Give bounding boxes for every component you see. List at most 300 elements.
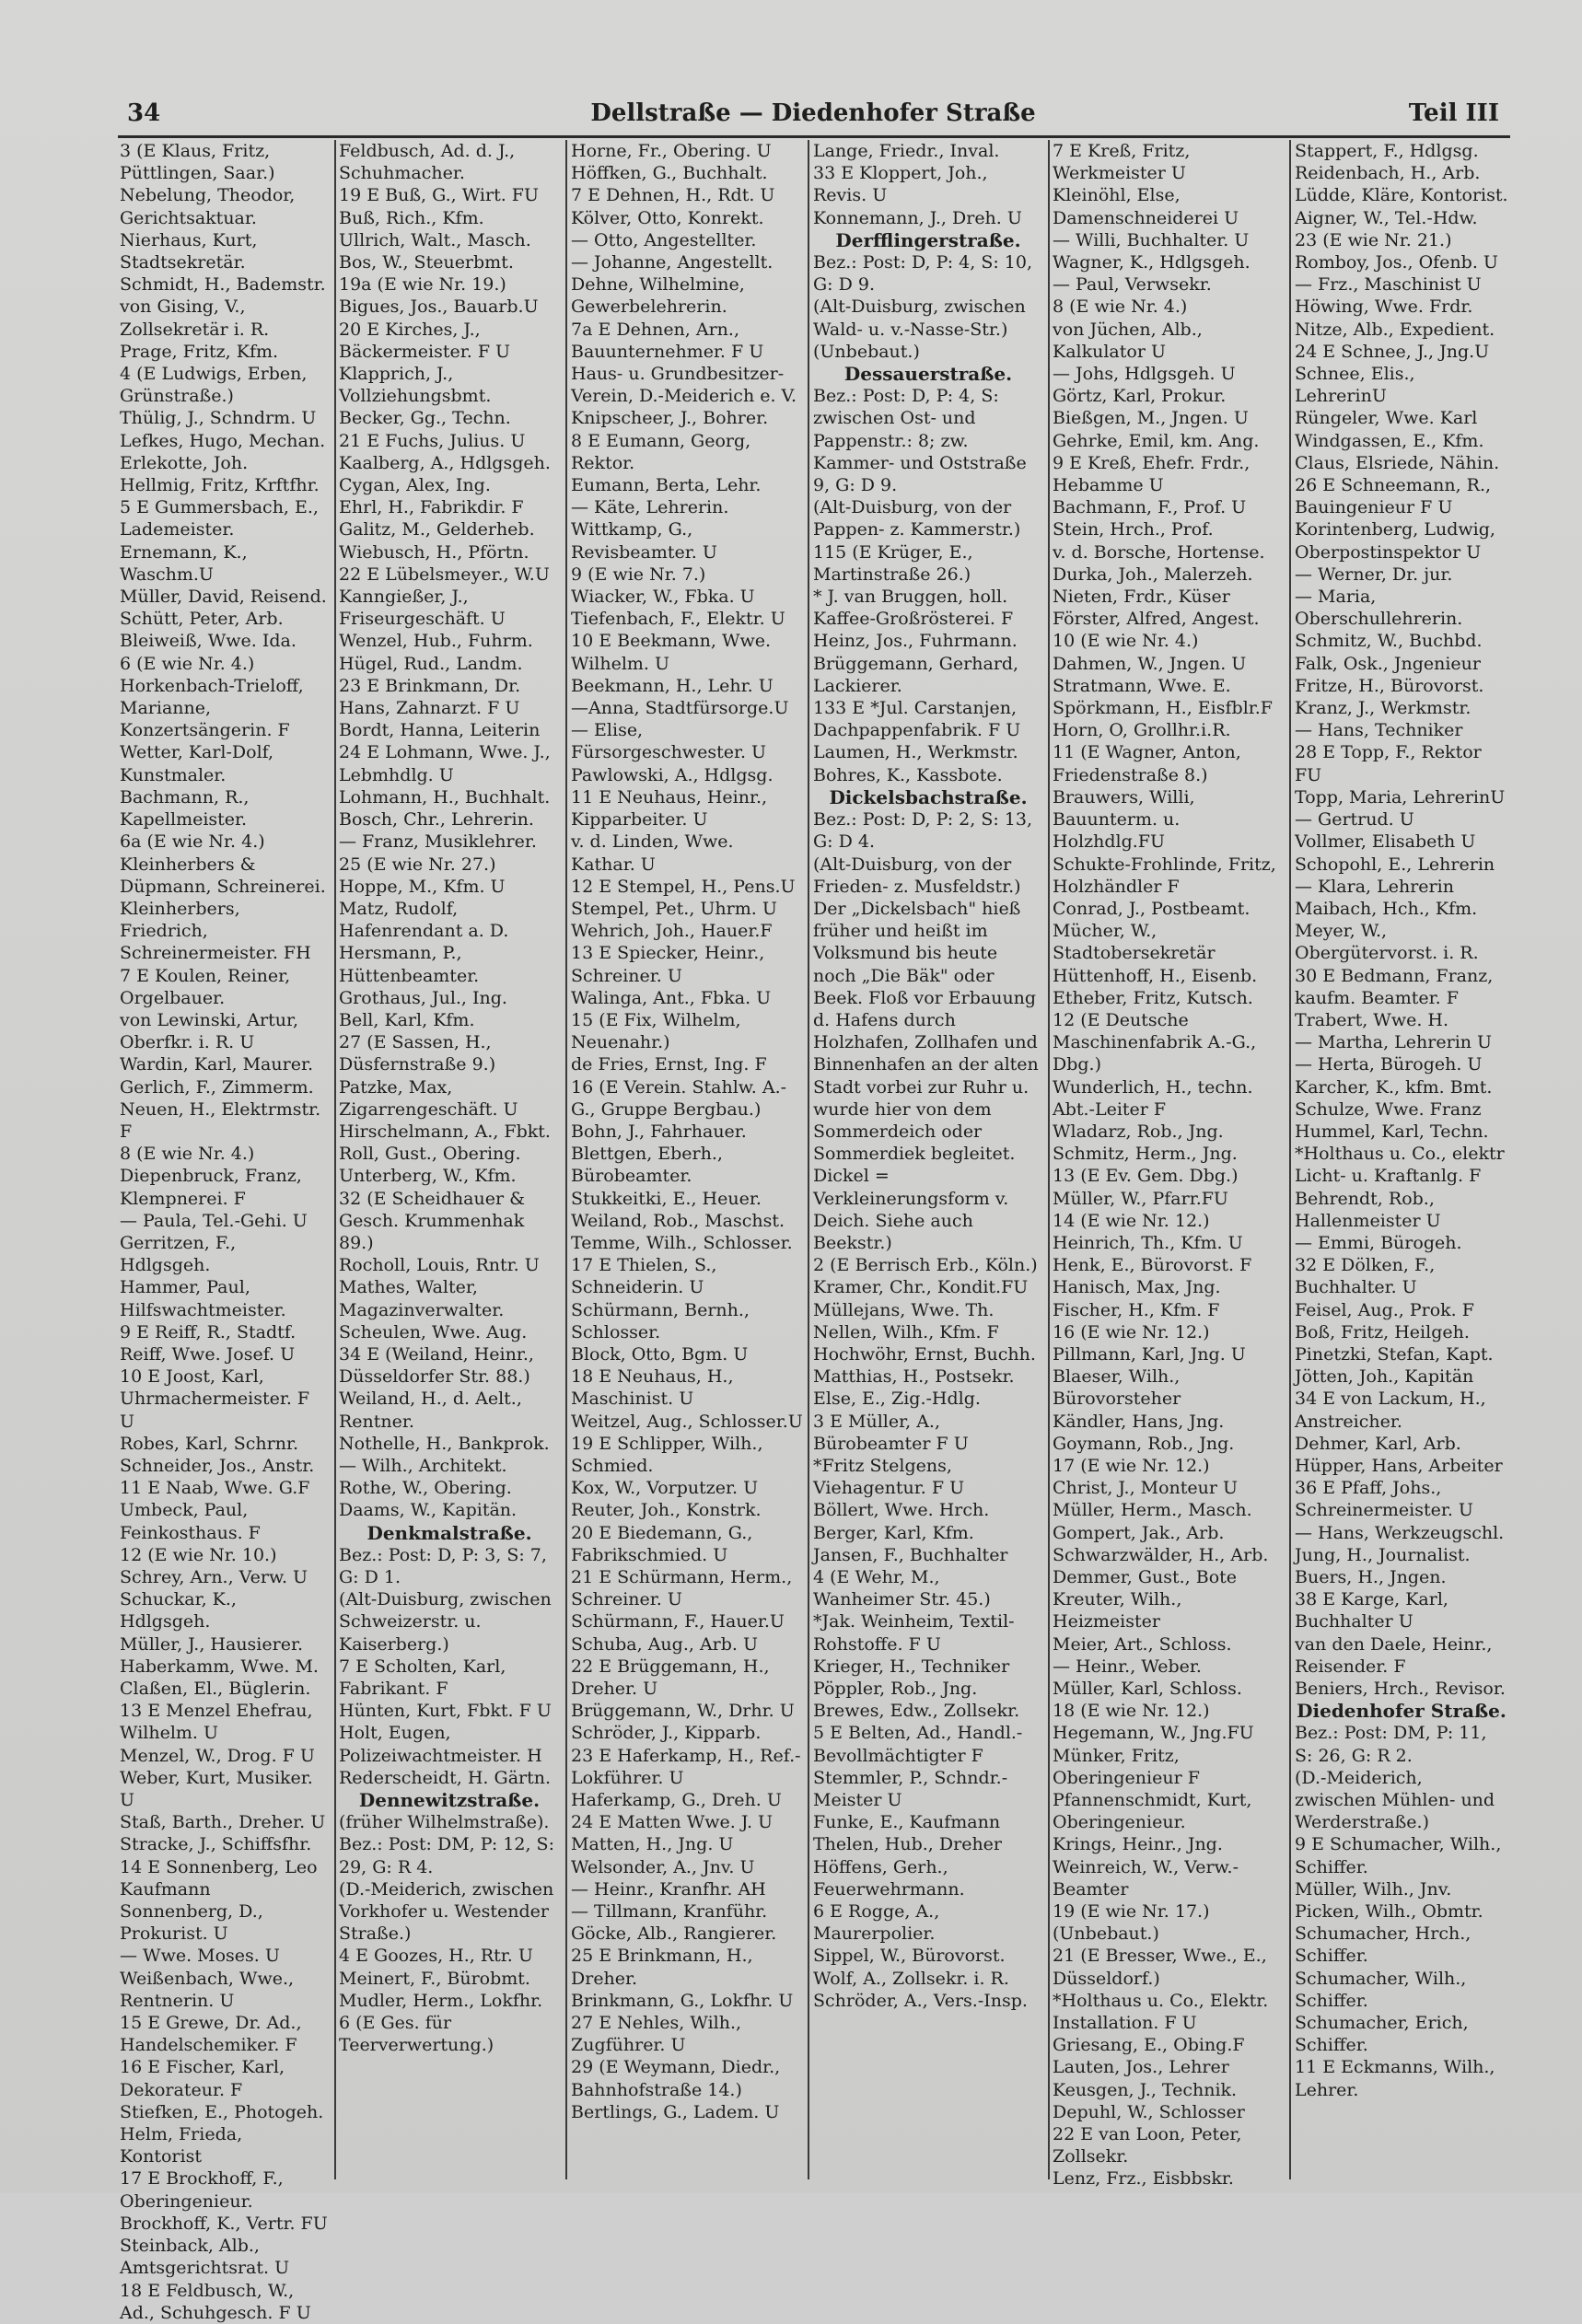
directory-entry: Bigues, Jos., Bauarb.U bbox=[339, 296, 539, 318]
directory-entry: 25 E Brinkmann, H., Dreher. bbox=[571, 1946, 753, 1989]
directory-entry: Horn, O, Grollhr.i.R. bbox=[1053, 720, 1231, 741]
directory-entry: Gerritzen, F., Hdlgsgeh. bbox=[120, 1232, 237, 1276]
directory-entry: Hellmig, Fritz, Krftfhr. bbox=[120, 475, 320, 496]
directory-entry: Konnemann, J., Dreh. U bbox=[813, 207, 1022, 228]
directory-entry: Becker, Gg., Techn. bbox=[339, 408, 511, 429]
directory-entry: Cygan, Alex, Ing. bbox=[339, 475, 491, 496]
directory-entry: Spörkmann, H., Eisfblr.F bbox=[1053, 698, 1273, 719]
directory-entry: 17 (E wie Nr. 12.) bbox=[1053, 1455, 1210, 1476]
directory-entry: Bertlings, G., Ladem. U bbox=[571, 2101, 780, 2122]
column-divider bbox=[565, 140, 567, 2179]
directory-entry: *Holthaus u. Co., elektr Licht- u. Kraftanlg. F bbox=[1295, 1144, 1505, 1187]
directory-entry: (Unbebaut.) bbox=[813, 341, 920, 362]
directory-entry: Hüttenhoff, H., Eisenb. bbox=[1053, 965, 1258, 986]
directory-entry: Behrendt, Rob., Hallenmeister U bbox=[1295, 1188, 1441, 1231]
page-header bbox=[118, 96, 1508, 133]
directory-entry: Berger, Karl, Kfm. bbox=[813, 1522, 974, 1543]
directory-entry: 19 (E wie Nr. 17.) bbox=[1053, 1901, 1210, 1923]
directory-entry: Kramer, Chr., Kondit.FU bbox=[813, 1277, 1029, 1298]
directory-entry: Hegemann, W., Jng.FU bbox=[1053, 1723, 1254, 1744]
directory-entry: Hoppe, M., Kfm. U bbox=[339, 876, 506, 897]
directory-entry: Horne, Fr., Obering. U bbox=[571, 141, 772, 161]
directory-entry: Stracke, J., Schiffsfhr. bbox=[120, 1834, 312, 1855]
directory-entry: 6a (E wie Nr. 4.) bbox=[120, 831, 265, 853]
directory-entry: (Alt-Duisburg, von der Pappen- z. Kammerstr.) bbox=[813, 497, 1021, 540]
directory-entry: Schumacher, Hrch., Schiffer. bbox=[1295, 1923, 1471, 1967]
directory-entry: Wolf, A., Zollsekr. i. R. bbox=[813, 1968, 1009, 1989]
directory-entry: 4 E Goozes, H., Rtr. U bbox=[339, 1946, 533, 1967]
directory-entry: Müller, Wilh., Jnv. bbox=[1295, 1878, 1452, 1900]
directory-entry: 19 E Buß, G., Wirt. FU bbox=[339, 185, 539, 206]
directory-entry: Pinetzki, Stefan, Kapt. bbox=[1295, 1343, 1494, 1365]
directory-entry: Pawlowski, A., Hdlgsg. bbox=[571, 764, 774, 785]
directory-entry: 24 E Schnee, J., Jng.U bbox=[1295, 341, 1490, 362]
directory-entry: Buß, Rich., Kfm. bbox=[339, 207, 484, 228]
directory-entry: — Klara, Lehrerin bbox=[1295, 876, 1454, 897]
directory-entry: Stappert, F., Hdlgsg. bbox=[1295, 141, 1479, 161]
directory-entry: 26 E Schneemann, R., Bauingenieur F U bbox=[1295, 475, 1492, 518]
directory-entry: 18 E Feldbusch, W., Ad., Schuhgesch. F U bbox=[120, 2280, 311, 2323]
directory-entry: Meier, Art., Schloss. bbox=[1053, 1633, 1232, 1655]
directory-entry: Bosch, Chr., Lehrerin. bbox=[339, 809, 534, 831]
directory-entry: Schulze, Wwe. Franz bbox=[1295, 1098, 1482, 1120]
directory-entry: 29 (E Weymann, Diedr., Bahnhofstraße 14.) bbox=[571, 2057, 781, 2100]
directory-entry: Diepenbruck, Franz, Klempnerei. F bbox=[120, 1166, 302, 1209]
directory-entry: Romboy, Jos., Ofenb. U bbox=[1295, 252, 1498, 273]
directory-entry: — Gertrud. U bbox=[1295, 809, 1414, 831]
directory-entry: Müller, W., Pfarr.FU bbox=[1053, 1188, 1228, 1209]
directory-entry: Jansen, F., Buchhalter bbox=[813, 1544, 1008, 1565]
directory-entry: Hochwöhr, Ernst, Buchh. bbox=[813, 1343, 1036, 1365]
directory-entry: 22 E Lübelsmeyer., W.U bbox=[339, 564, 550, 585]
directory-entry: Wetter, Karl-Dolf, Kunstmaler. bbox=[120, 742, 274, 785]
directory-entry: 8 E Eumann, Georg, Rektor. bbox=[571, 430, 751, 473]
directory-entry: 21 (E Bresser, Wwe., E., Düsseldorf.) bbox=[1053, 1946, 1267, 1989]
directory-entry: — Wilh., Architekt. bbox=[339, 1455, 507, 1476]
directory-entry: Krings, Heinr., Jng. bbox=[1053, 1834, 1223, 1855]
directory-entry: Schwarzwälder, H., Arb. bbox=[1053, 1544, 1269, 1565]
directory-entry: Neuen, H., Elektrmstr. F bbox=[120, 1098, 321, 1142]
directory-entry: Bohn, J., Fahrhauer. bbox=[571, 1121, 747, 1142]
directory-entry: Nebelung, Theodor, Gerichtsaktuar. bbox=[120, 185, 296, 228]
directory-entry: 20 E Kirches, J., Bäckermeister. F U bbox=[339, 319, 511, 362]
directory-entry: Bez.: Post: D, P: 3, S: 7, G: D 1. bbox=[339, 1544, 547, 1587]
directory-entry: Kranz, J., Werkmstr. bbox=[1295, 698, 1471, 719]
directory-entry: Conrad, J., Postbeamt. bbox=[1053, 898, 1250, 919]
directory-entry: Staß, Barth., Dreher. U bbox=[120, 1812, 326, 1833]
directory-entry: Nieten, Frdr., Küser bbox=[1053, 587, 1230, 608]
directory-entry: Gerlich, F., Zimmerm. bbox=[120, 1076, 314, 1098]
directory-entry: Schürmann, F., Hauer.U bbox=[571, 1611, 785, 1633]
directory-entry: (früher Wilhelmstraße). bbox=[339, 1812, 550, 1833]
directory-entry: Brinkmann, G., Lokfhr. U bbox=[571, 1990, 794, 2011]
directory-entry: 12 E Stempel, H., Pens.U bbox=[571, 876, 796, 897]
directory-entry: 22 E van Loon, Peter, Zollsekr. bbox=[1053, 2124, 1242, 2167]
directory-entry: 21 E Fuchs, Julius. U bbox=[339, 430, 526, 451]
directory-entry: Bohres, K., Kassbote. bbox=[813, 764, 1003, 785]
directory-entry: Bordt, Hanna, Leiterin bbox=[339, 720, 541, 741]
directory-entry: (Unbebaut.) bbox=[1053, 1923, 1159, 1945]
directory-entry: 27 (E Sassen, H., Düsfernstraße 9.) bbox=[339, 1032, 496, 1075]
directory-entry: 20 E Biedemann, G., Fabrikschmied. U bbox=[571, 1522, 753, 1565]
directory-entry: Schürmann, Bernh., Schlosser. bbox=[571, 1299, 750, 1342]
directory-entry: 27 E Nehles, Wilh., Zugführer. U bbox=[571, 2013, 742, 2056]
directory-entry: (Alt-Duisburg, von der Frieden- z. Musfeldstr.) bbox=[813, 854, 1021, 897]
directory-entry: 23 E Haferkamp, H., Ref.-Lokführer. U bbox=[571, 1745, 801, 1788]
directory-entry: Pillmann, Karl, Jng. U bbox=[1053, 1343, 1246, 1365]
directory-entry: Brewes, Edw., Zollsekr. bbox=[813, 1701, 1020, 1722]
directory-entry: Erlekotte, Joh. bbox=[120, 452, 249, 473]
directory-entry: Bießgen, M., Jngen. U bbox=[1053, 408, 1249, 429]
directory-entry: Stratmann, Wwe. E. bbox=[1053, 675, 1231, 696]
directory-entry: Eumann, Berta, Lehr. bbox=[571, 475, 762, 496]
directory-entry: 12 (E Deutsche Maschinenfabrik A.-G., Dbg.) bbox=[1053, 1009, 1257, 1075]
directory-entry: 8 (E wie Nr. 4.) bbox=[1053, 296, 1188, 318]
directory-entry: — Johanne, Angestellt. bbox=[571, 252, 774, 273]
directory-entry: Vollmer, Elisabeth U bbox=[1295, 831, 1476, 853]
directory-entry: 12 (E wie Nr. 10.) bbox=[120, 1544, 277, 1565]
directory-entry: Schnee, Elis., LehrerinU bbox=[1295, 364, 1415, 407]
directory-entry: Münker, Fritz, Oberingenieur F bbox=[1053, 1745, 1200, 1788]
directory-entry: 7 E Kreß, Fritz, Werkmeister U bbox=[1053, 141, 1191, 184]
directory-entry: Hersmann, P., Hüttenbeamter. bbox=[339, 943, 480, 986]
directory-entry: 22 E Brüggemann, H., Dreher. U bbox=[571, 1656, 770, 1700]
directory-entry: Nierhaus, Kurt, Stadtsekretär. bbox=[120, 229, 258, 273]
directory-entry: Lenz, Frz., Eisbbskr. bbox=[1053, 2168, 1234, 2190]
directory-entry: Hünten, Kurt, Fbkt. F U bbox=[339, 1701, 552, 1722]
directory-entry: — Frz., Maschinist U bbox=[1295, 274, 1482, 296]
directory-entry: Stein, Hrch., Prof. bbox=[1053, 519, 1214, 540]
directory-entry: 2 (E Berrisch Erb., Köln.) bbox=[813, 1255, 1038, 1276]
directory-entry: Buers, H., Jngen. bbox=[1295, 1567, 1447, 1587]
column-4 bbox=[813, 140, 1043, 2179]
directory-entry: von Jüchen, Alb., Kalkulator U bbox=[1053, 319, 1203, 362]
directory-entry: Müller, J., Hausierer. bbox=[120, 1633, 303, 1655]
directory-entry: Bez.: Post: D, P: 2, S: 13, G: D 4. bbox=[813, 809, 1033, 853]
directory-entry: Knipscheer, J., Bohrer. bbox=[571, 408, 769, 429]
directory-entry: 17 E Thielen, S., Schneiderin. U bbox=[571, 1255, 717, 1298]
directory-entry: Bell, Karl, Kfm. bbox=[339, 1009, 475, 1030]
directory-entry: 36 E Pfaff, Johs., Schreinermeister. U bbox=[1295, 1478, 1473, 1521]
directory-entry: Nothelle, H., Bankprok. bbox=[339, 1433, 550, 1454]
directory-entry: — Elise, Fürsorgeschwester. U bbox=[571, 720, 767, 763]
directory-entry: 16 E Fischer, Karl, Dekorateur. F bbox=[120, 2057, 285, 2100]
directory-entry: Förster, Alfred, Angest. bbox=[1053, 609, 1260, 630]
directory-entry: Matten, H., Jng. U bbox=[571, 1834, 734, 1855]
directory-entry: 10 E Joost, Karl, Uhrmachermeister. F U bbox=[120, 1366, 310, 1432]
directory-entry: Schröder, J., Kipparb. bbox=[571, 1723, 762, 1744]
directory-entry: Claßen, El., Büglerin. bbox=[120, 1679, 311, 1700]
directory-entry: 19 E Schlipper, Wilh., Schmied. bbox=[571, 1433, 763, 1476]
directory-entry: Rüngeler, Wwe. Karl bbox=[1295, 408, 1478, 429]
directory-entry: Müller, David, Reisend. bbox=[120, 587, 327, 608]
directory-entry: Holt, Eugen, Polizeiwachtmeister. H bbox=[339, 1723, 542, 1766]
directory-entry: 18 (E wie Nr. 12.) bbox=[1053, 1701, 1210, 1722]
directory-entry: Ehrl, H., Fabrikdir. F bbox=[339, 497, 524, 518]
directory-entry: — Johs, Hdlgsgeh. U bbox=[1053, 364, 1236, 385]
header-rule bbox=[118, 135, 1510, 138]
directory-entry: 24 E Lohmann, Wwe. J., Lebmhdlg. U bbox=[339, 742, 551, 785]
directory-entry: Feisel, Aug., Prok. F bbox=[1295, 1299, 1474, 1320]
directory-entry: 11 (E Wagner, Anton, Friedenstraße 8.) bbox=[1053, 742, 1241, 785]
directory-entry: Brüggemann, W., Drhr. U bbox=[571, 1701, 795, 1722]
directory-entry: — Tillmann, Kranführ. bbox=[571, 1901, 768, 1923]
page-title: Dellstraße — Diedenhofer Straße bbox=[590, 99, 1036, 127]
column-3 bbox=[571, 140, 803, 2179]
directory-entry: 5 E Belten, Ad., Handl.-Bevollmächtigter F bbox=[813, 1723, 1023, 1766]
directory-entry: Schuba, Aug., Arb. U bbox=[571, 1633, 758, 1655]
directory-entry: — Maria, Oberschullehrerin. bbox=[1295, 587, 1463, 630]
directory-entry: 34 E (Weiland, Heinr., Düsseldorfer Str. 88.) bbox=[339, 1343, 534, 1388]
directory-entry: — Paul, Verwsekr. bbox=[1053, 274, 1212, 296]
directory-entry: Kreuter, Wilh., Heizmeister bbox=[1053, 1589, 1182, 1633]
directory-entry: Welsonder, A., Jnv. U bbox=[571, 1856, 755, 1877]
directory-entry: Haferkamp, G., Dreh. U bbox=[571, 1790, 782, 1811]
street-heading: Diedenhofer Straße. bbox=[1297, 1700, 1506, 1723]
directory-entry: — Otto, Angestellter. bbox=[571, 229, 757, 250]
directory-entry: Lauten, Jos., Lehrer bbox=[1053, 2057, 1229, 2078]
directory-entry: 11 E Naab, Wwe. G.F bbox=[120, 1478, 310, 1499]
directory-entry: 7 E Koulen, Reiner, Orgelbauer. bbox=[120, 965, 291, 1008]
directory-entry: Feldbusch, Ad. d. J., Schuhmacher. bbox=[339, 141, 516, 184]
column-1 bbox=[120, 140, 330, 2323]
directory-entry: Pöppler, Rob., Jng. bbox=[813, 1679, 978, 1700]
directory-entry: Göcke, Alb., Rangierer. bbox=[571, 1923, 777, 1945]
directory-entry: Wiacker, W., Fbka. U bbox=[571, 587, 755, 608]
directory-entry: Thelen, Hub., Dreher bbox=[813, 1834, 1003, 1855]
directory-entry: 9 E Reiff, R., Stadtf. bbox=[120, 1321, 297, 1342]
directory-entry: Lüdde, Kläre, Kontorist. bbox=[1295, 185, 1508, 206]
directory-entry: Kleinöhl, Else, Damenschneiderei U bbox=[1053, 185, 1239, 228]
directory-entry: Thülig, J., Schndrm. U bbox=[120, 408, 317, 429]
directory-entry: Kox, W., Vorputzer. U bbox=[571, 1478, 759, 1499]
directory-entry: *Fritz Stelgens, Viehagentur. F U bbox=[813, 1455, 965, 1499]
directory-entry: Kleinherbers, Friedrich, Schreinermeister. FH bbox=[120, 898, 311, 964]
directory-entry: Laumen, H., Werkmstr. bbox=[813, 742, 1018, 763]
directory-entry: Roll, Gust., Obering. bbox=[339, 1144, 521, 1165]
directory-entry: Der „Dickelsbach" hieß früher und heißt im Volksmund bis heute noch „Die Bäk" oder Beek. Floß vor Erbauung d. Hafens durch Holzhafen, Zollhafen und Binnenhafen an der alten Stadt vorbei zur Ruhr u. wurde hier von dem Sommerdeich oder Sommerdiek begleitet. Dickel = Verkleinerungsform v. Deich. Siehe auch Beekstr.) bbox=[813, 898, 1039, 1253]
directory-entry: — Franz, Musiklehrer. bbox=[339, 831, 537, 853]
directory-entry: 28 E Topp, F., Rektor FU bbox=[1295, 742, 1482, 785]
directory-entry: Wittkamp, G., Revisbeamter. U bbox=[571, 519, 717, 563]
directory-entry: — Paula, Tel.-Gehi. U bbox=[120, 1210, 308, 1231]
directory-entry: Müller, Karl, Schloss. bbox=[1053, 1679, 1242, 1700]
directory-entry: Henk, E., Bürovorst. F bbox=[1053, 1255, 1252, 1276]
directory-entry: Matthias, H., Postsekr. bbox=[813, 1366, 1015, 1388]
directory-entry: Bez.: Post: DM, P: 11, S: 26, G: R 2. bbox=[1295, 1723, 1487, 1766]
street-heading: Dennewitzstraße. bbox=[358, 1789, 541, 1812]
directory-entry: — Wwe. Moses. U bbox=[120, 1946, 280, 1967]
directory-entry: 115 (E Krüger, E., Martinstraße 26.) bbox=[813, 541, 973, 585]
directory-entry: Patzke, Max, Zigarrengeschäft. U bbox=[339, 1076, 518, 1120]
directory-entry: Picken, Wilh., Obmtr. bbox=[1295, 1901, 1483, 1923]
directory-entry: Weiland, Rob., Maschst. bbox=[571, 1210, 785, 1231]
directory-entry: Brockhoff, K., Vertr. FU bbox=[120, 2213, 328, 2234]
directory-entry: Reidenbach, H., Arb. bbox=[1295, 163, 1481, 184]
directory-entry: Aigner, W., Tel.-Hdw. bbox=[1295, 207, 1478, 228]
directory-entry: 24 E Matten Wwe. J. U bbox=[571, 1812, 774, 1833]
directory-entry: (D.-Meiderich, zwischen Mühlen- und Werderstraße.) bbox=[1295, 1767, 1495, 1833]
directory-entry: Walinga, Ant., Fbka. U bbox=[571, 987, 772, 1008]
directory-entry: Christ, J., Monteur U bbox=[1053, 1478, 1239, 1499]
directory-entry: Horkenbach-Trieloff, Marianne, Konzertsängerin. F bbox=[120, 675, 304, 741]
directory-entry: Dahmen, W., Jngen. U bbox=[1053, 653, 1247, 674]
directory-entry: Robes, Karl, Schrnr. bbox=[120, 1433, 298, 1454]
directory-entry: 32 E Dölken, F., Buchhalter. U bbox=[1295, 1255, 1436, 1298]
directory-entry: 6 (E wie Nr. 4.) bbox=[120, 653, 255, 674]
directory-entry: 33 E Kloppert, Joh., Revis. U bbox=[813, 163, 988, 206]
directory-entry: Bachmann, R., Kapellmeister. bbox=[120, 786, 250, 831]
directory-entry: 23 (E wie Nr. 21.) bbox=[1295, 229, 1452, 250]
directory-entry: 13 (E Ev. Gem. Dbg.) bbox=[1053, 1166, 1239, 1187]
directory-entry: Ernemann, K., Waschm.U bbox=[120, 541, 248, 585]
directory-entry: Weißenbach, Wwe., Rentnerin. U bbox=[120, 1968, 295, 2011]
directory-entry: Boß, Fritz, Heilgeh. bbox=[1295, 1321, 1470, 1342]
directory-entry: Bez.: Post: DM, P: 12, S: 29, G: R 4. bbox=[339, 1834, 554, 1877]
directory-entry: 9 E Kreß, Ehefr. Frdr., Hebamme U bbox=[1053, 452, 1250, 496]
directory-entry: — Werner, Dr. jur. bbox=[1295, 564, 1453, 585]
directory-entry: Goymann, Rob., Jng. bbox=[1053, 1433, 1235, 1454]
directory-entry: de Fries, Ernst, Ing. F bbox=[571, 1054, 767, 1075]
directory-entry: 8 (E wie Nr. 4.) bbox=[120, 1144, 255, 1165]
directory-entry: Dehmer, Karl, Arb. bbox=[1295, 1433, 1461, 1454]
directory-entry: Daams, W., Kapitän. bbox=[339, 1500, 518, 1521]
column-divider bbox=[1048, 140, 1050, 2179]
directory-entry: Weiland, H., d. Aelt., Rentner. bbox=[339, 1389, 522, 1432]
directory-entry: Müller, Herm., Masch. bbox=[1053, 1500, 1252, 1521]
directory-entry: 30 E Bedmann, Franz, kaufm. Beamter. F bbox=[1295, 965, 1494, 1008]
directory-entry: Mudler, Herm., Lokfhr. bbox=[339, 1990, 543, 2011]
directory-entry: 25 (E wie Nr. 27.) bbox=[339, 854, 496, 875]
directory-entry: Temme, Wilh., Schlosser. bbox=[571, 1232, 793, 1253]
directory-entry: 38 E Karge, Karl, Buchhalter U bbox=[1295, 1589, 1448, 1633]
directory-entry: Weinreich, W., Verw.-Beamter bbox=[1053, 1856, 1239, 1900]
directory-entry: 23 E Brinkmann, Dr. Hans, Zahnarzt. F U bbox=[339, 675, 521, 719]
directory-entry: Höffens, Gerh., Feuerwehrmann. bbox=[813, 1856, 965, 1900]
directory-entry: Block, Otto, Bgm. U bbox=[571, 1343, 749, 1365]
directory-entry: Haberkamm, Wwe. M. bbox=[120, 1656, 319, 1677]
directory-entry: Hüpper, Hans, Arbeiter bbox=[1295, 1455, 1503, 1476]
directory-entry: Weitzel, Aug., Schlosser.U bbox=[571, 1411, 803, 1432]
directory-entry: Demmer, Gust., Bote bbox=[1053, 1567, 1238, 1587]
directory-entry: 9 (E wie Nr. 7.) bbox=[571, 564, 706, 585]
directory-entry: 6 (E Ges. für Teerverwertung.) bbox=[339, 2013, 494, 2056]
directory-entry: Else, E., Zig.-Hdlg. bbox=[813, 1389, 981, 1410]
directory-entry: Stemmler, P., Schndr.-Meister U bbox=[813, 1767, 1008, 1811]
directory-entry: Pfannenschmidt, Kurt, Oberingenieur. bbox=[1053, 1790, 1252, 1833]
directory-entry: Bachmann, F., Prof. U bbox=[1053, 497, 1247, 518]
directory-entry: — Herta, Bürogeh. U bbox=[1295, 1054, 1483, 1075]
directory-entry: Wardin, Karl, Maurer. bbox=[120, 1054, 313, 1075]
directory-entry: Schmitz, W., Buchbd. bbox=[1295, 631, 1483, 652]
directory-entry: Krieger, H., Techniker bbox=[813, 1656, 1010, 1677]
directory-entry: Durka, Joh., Malerzeh. bbox=[1053, 564, 1253, 585]
directory-entry: Fischer, H., Kfm. F bbox=[1053, 1299, 1220, 1320]
directory-entry: Lange, Friedr., Inval. bbox=[813, 141, 1000, 161]
directory-entry: Schumacher, Erich, Schiffer. bbox=[1295, 2013, 1469, 2056]
directory-entry: Falk, Osk., Jngenieur bbox=[1295, 653, 1481, 674]
directory-entry: 3 (E Klaus, Fritz, Püttlingen, Saar.) bbox=[120, 141, 275, 184]
directory-entry: Schukte-Frohlinde, Fritz, Holzhändler F bbox=[1053, 854, 1276, 897]
directory-entry: 4 (E Ludwigs, Erben, Grünstraße.) bbox=[120, 364, 308, 407]
part-label: Teil III bbox=[1408, 99, 1499, 127]
directory-entry: Prage, Fritz, Kfm. bbox=[120, 341, 279, 362]
directory-entry: Grothaus, Jul., Ing. bbox=[339, 987, 507, 1008]
directory-entry: Gompert, Jak., Arb. bbox=[1053, 1522, 1225, 1543]
directory-entry: 13 E Spiecker, Heinr., Schreiner. U bbox=[571, 943, 765, 986]
directory-entry: Depuhl, W., Schlosser bbox=[1053, 2101, 1245, 2122]
directory-entry: 19a (E wie Nr. 19.) bbox=[339, 274, 506, 296]
directory-entry: Stempel, Pet., Uhrm. U bbox=[571, 898, 777, 919]
page-number: 34 bbox=[127, 99, 161, 127]
directory-entry: 133 E *Jul. Carstanjen, Dachpappenfabrik. F U bbox=[813, 698, 1021, 741]
directory-entry: Mathes, Walter, Magazinverwalter. bbox=[339, 1277, 505, 1320]
directory-entry: Sippel, W., Bürovorst. bbox=[813, 1946, 1006, 1967]
directory-entry: Brüggemann, Gerhard, Lackierer. bbox=[813, 653, 1019, 696]
directory-entry: 21 E Schürmann, Herm., Schreiner. U bbox=[571, 1567, 793, 1610]
directory-entry: Matz, Rudolf, Hafenrendant a. D. bbox=[339, 898, 509, 942]
directory-entry: 10 (E wie Nr. 4.) bbox=[1053, 631, 1199, 652]
directory-entry: Wunderlich, H., techn. Abt.-Leiter F bbox=[1053, 1076, 1253, 1120]
directory-entry: Hügel, Rud., Landm. bbox=[339, 653, 523, 674]
directory-entry: 17 E Brockhoff, F., Oberingenieur. bbox=[120, 2168, 284, 2212]
directory-entry: Wehrich, Joh., Hauer.F bbox=[571, 921, 773, 942]
directory-entry: Karcher, K., kfm. Bmt. bbox=[1295, 1076, 1493, 1098]
directory-entry: Blaeser, Wilh., Bürovorsteher bbox=[1053, 1366, 1181, 1410]
column-5 bbox=[1053, 140, 1285, 2190]
directory-entry: — Heinr., Kranfhr. AH bbox=[571, 1878, 766, 1900]
directory-entry: Maibach, Hch., Kfm. bbox=[1295, 898, 1478, 919]
directory-entry: Meyer, W., Obergütervorst. i. R. bbox=[1295, 921, 1479, 964]
directory-entry: Schopohl, E., Lehrerin bbox=[1295, 854, 1495, 875]
directory-entry: 10 E Beekmann, Wwe. Wilhelm. U bbox=[571, 631, 772, 674]
directory-entry: 32 (E Scheidhauer & Gesch. Krummenhak 89.) bbox=[339, 1188, 525, 1253]
directory-entry: Schmitz, Herm., Jng. bbox=[1053, 1144, 1238, 1165]
directory-entry: Gehrke, Emil, km. Ang. bbox=[1053, 430, 1260, 451]
street-heading: Dickelsbachstraße. bbox=[829, 785, 1028, 808]
street-heading: Dessauerstraße. bbox=[843, 363, 1013, 386]
directory-entry: Wladarz, Rob., Jng. bbox=[1053, 1121, 1224, 1142]
directory-entry: van den Daele, Heinr., Reisender. F bbox=[1295, 1633, 1493, 1677]
column-2 bbox=[339, 140, 560, 2179]
directory-entry: 14 E Sonnenberg, Leo Kaufmann bbox=[120, 1856, 318, 1900]
directory-entry: Lefkes, Hugo, Mechan. bbox=[120, 430, 326, 451]
directory-entry: v. d. Linden, Wwe. Kathar. U bbox=[571, 831, 734, 875]
directory-entry: Blettgen, Eberh., Bürobeamter. bbox=[571, 1144, 723, 1187]
directory-entry: Schuckar, K., Hdlgsgeh. bbox=[120, 1589, 237, 1633]
directory-entry: 11 E Neuhaus, Heinr., Kipparbeiter. U bbox=[571, 786, 768, 831]
directory-entry: (Alt-Duisburg, zwischen Wald- u. v.-Nasse-Str.) bbox=[813, 296, 1026, 340]
directory-entry: Jötten, Joh., Kapitän bbox=[1295, 1366, 1474, 1388]
directory-entry: Claus, Elsriede, Nähin. bbox=[1295, 452, 1500, 473]
directory-entry: Scheulen, Wwe. Aug. bbox=[339, 1321, 528, 1342]
directory-entry: Kändler, Hans, Jng. bbox=[1053, 1411, 1225, 1432]
directory-entry: Kaalberg, A., Hdlgsgeh. bbox=[339, 452, 551, 473]
directory-entry: Steinback, Alb., Amtsgerichtsrat. U bbox=[120, 2236, 290, 2279]
directory-entry: Kanngießer, J., Friseurgeschäft. U bbox=[339, 587, 506, 630]
directory-entry: Stiefken, E., Photogeh. bbox=[120, 2101, 324, 2122]
directory-entry: — Heinr., Weber. bbox=[1053, 1656, 1202, 1677]
directory-entry: Mücher, W., Stadtobersekretär bbox=[1053, 921, 1216, 964]
directory-entry: 14 (E wie Nr. 12.) bbox=[1053, 1210, 1210, 1231]
directory-entry: Hanisch, Max, Jng. bbox=[1053, 1277, 1221, 1298]
directory-entry: 15 (E Fix, Wilhelm, Neuenahr.) bbox=[571, 1009, 741, 1053]
directory-entry: Etheber, Fritz, Kutsch. bbox=[1053, 987, 1253, 1008]
directory-entry: Kleinherbers & Düpmann, Schreinerei. bbox=[120, 854, 326, 897]
directory-entry: Bez.: Post: D, P: 4, S: 10, G: D 9. bbox=[813, 252, 1033, 296]
directory-entry: Galitz, M., Gelderheb. bbox=[339, 519, 535, 540]
directory-entry: Klapprich, J., Vollziehungsbmt. bbox=[339, 364, 492, 407]
